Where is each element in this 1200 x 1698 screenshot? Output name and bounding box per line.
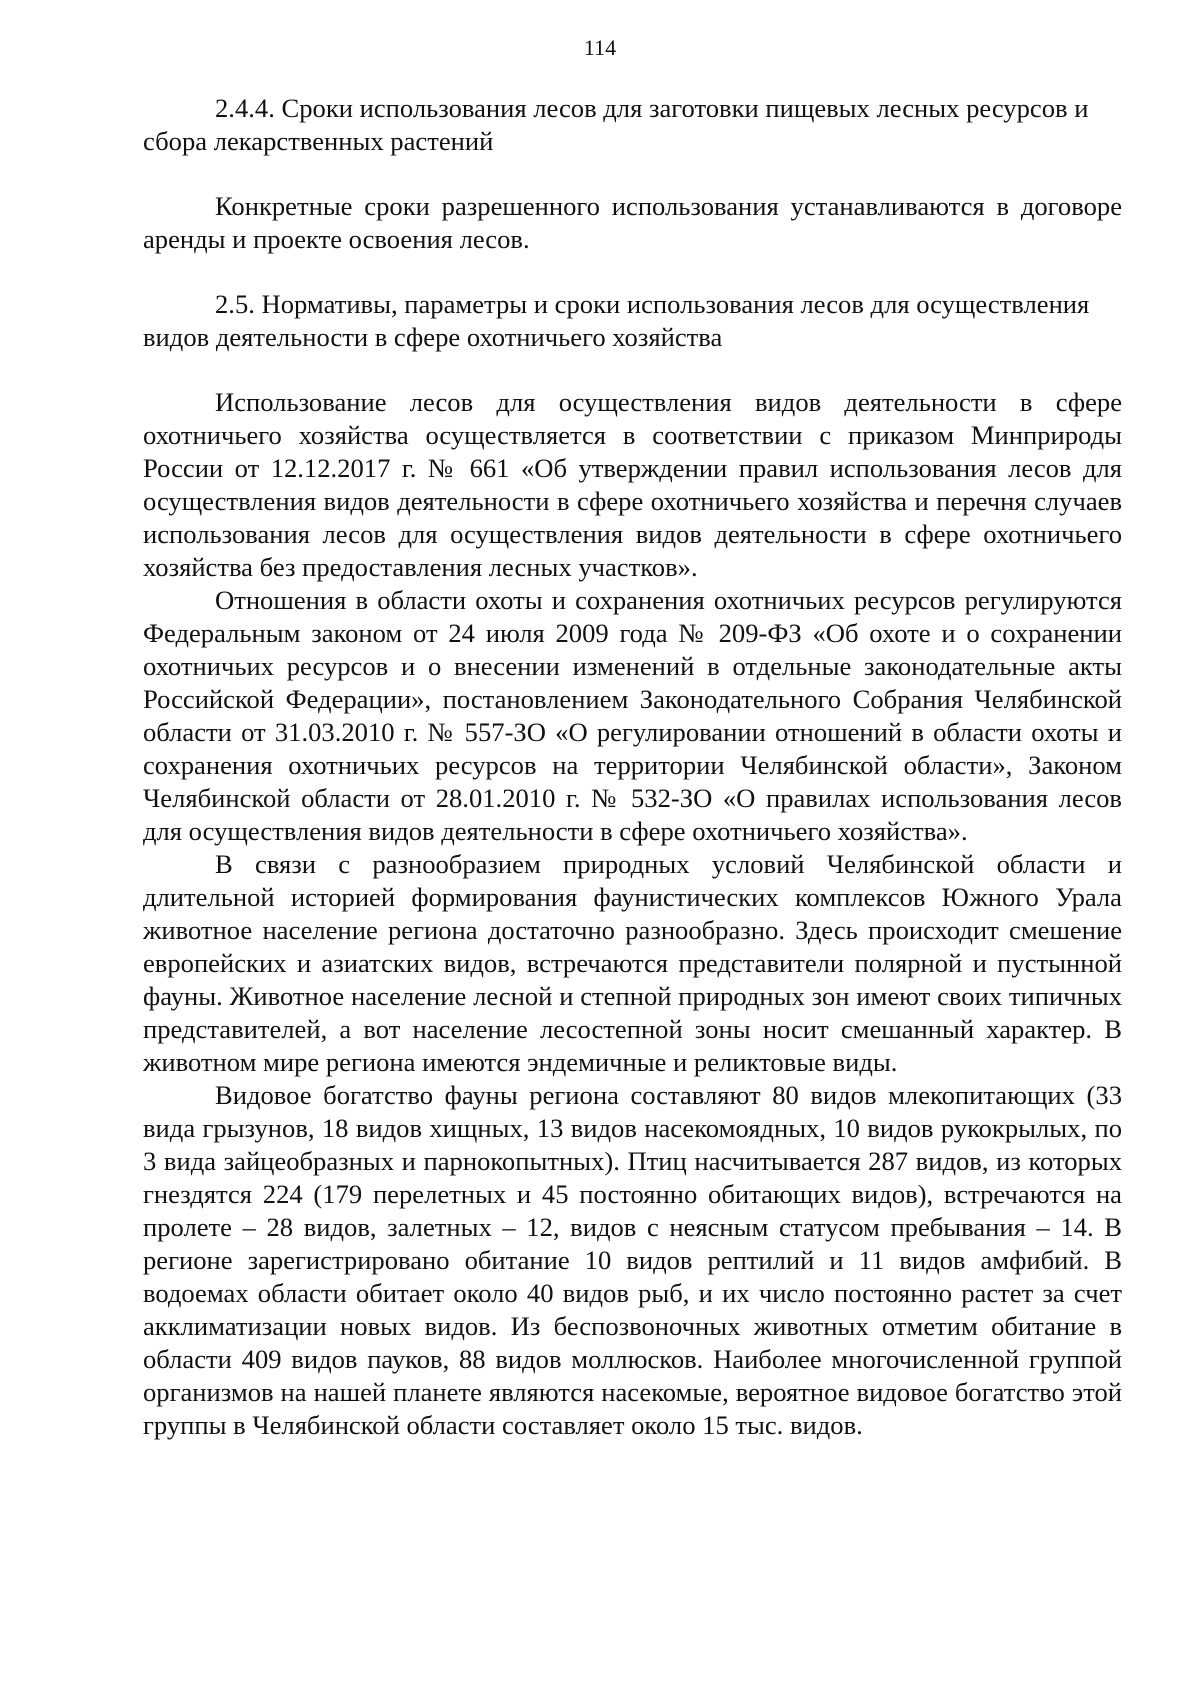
spacer: [143, 256, 1122, 288]
body-paragraph: Использование лесов для осуществления видов деятельности в сфере охотничьего хозяйства осуществляется в соответствии с приказом Минприроды России от 12.12.2017 г. № 661 «Об утверждении правил использования лесов для осуществления видов деятельности в сфере охотничьего хозяйства и перечня случаев использования лесов для осуществления видов деятельности в сфере охотничьего хозяйства без предоставления лесных участков».: [143, 387, 1122, 582]
section-2-4-4-heading: 2.4.4. Сроки использования лесов для заготовки пищевых лесных ресурсов и сбора лекарственных растений: [143, 93, 1089, 156]
section-2-4-4-text: Конкретные сроки разрешенного использования устанавливаются в договоре аренды и проекте освоения лесов.: [143, 191, 1122, 254]
section-2-5-heading: 2.5. Нормативы, параметры и сроки использования лесов для осуществления видов деятельности в сфере охотничьего хозяйства: [143, 289, 1090, 352]
body-paragraph: В связи с разнообразием природных условий Челябинской области и длительной историей формирования фаунистических комплексов Южного Урала животное население региона достаточно разнообразно. Здесь происходит смешение европейских и азиатских видов, встречаются представители полярной и пустынной фауны. Животное население лесной и степной природных зон имеют своих типичных представителей, а вот население лесостепной зоны носит смешанный характер. В животном мире региона имеются эндемичные и реликтовые виды.: [143, 849, 1122, 1077]
spacer: [143, 158, 1122, 190]
page-content: [143, 92, 1122, 1442]
body-paragraph: Видовое богатство фауны региона составляют 80 видов млекопитающих (33 вида грызунов, 18 видов хищных, 13 видов насекомоядных, 10 видов рукокрылых, по 3 вида зайцеобразных и парнокопытных). Птиц насчитывается 287 видов, из которых гнездятся 224 (179 перелетных и 45 постоянно обитающих видов), встречаются на пролете – 28 видов, залетных – 12, видов с неясным статусом пребывания – 14. В регионе зарегистрировано обитание 10 видов рептилий и 11 видов амфибий. В водоемах области обитает около 40 видов рыб, и их число постоянно растет за счет акклиматизации новых видов. Из беспозвоночных животных отметим обитание в области 409 видов пауков, 88 видов моллюсков. Наиболее многочисленной группой организмов на нашей планете являются насекомые, вероятное видовое богатство этой группы в Челябинской области составляет около 15 тыс. видов.: [143, 1080, 1122, 1440]
page-number: 114: [583, 35, 617, 60]
body-paragraph: Отношения в области охоты и сохранения охотничьих ресурсов регулируются Федеральным законом от 24 июля 2009 года № 209-ФЗ «Об охоте и о сохранении охотничьих ресурсов и о внесении изменений в отдельные законодательные акты Российской Федерации», постановлением Законодательного Собрания Челябинской области от 31.03.2010 г. № 557-ЗО «О регулировании отношений в области охоты и сохранения охотничьих ресурсов на территории Челябинской области», Законом Челябинской области от 28.01.2010 г. № 532-ЗО «О правилах использования лесов для осуществления видов деятельности в сфере охотничьего хозяйства».: [143, 585, 1122, 846]
spacer: [143, 354, 1122, 386]
